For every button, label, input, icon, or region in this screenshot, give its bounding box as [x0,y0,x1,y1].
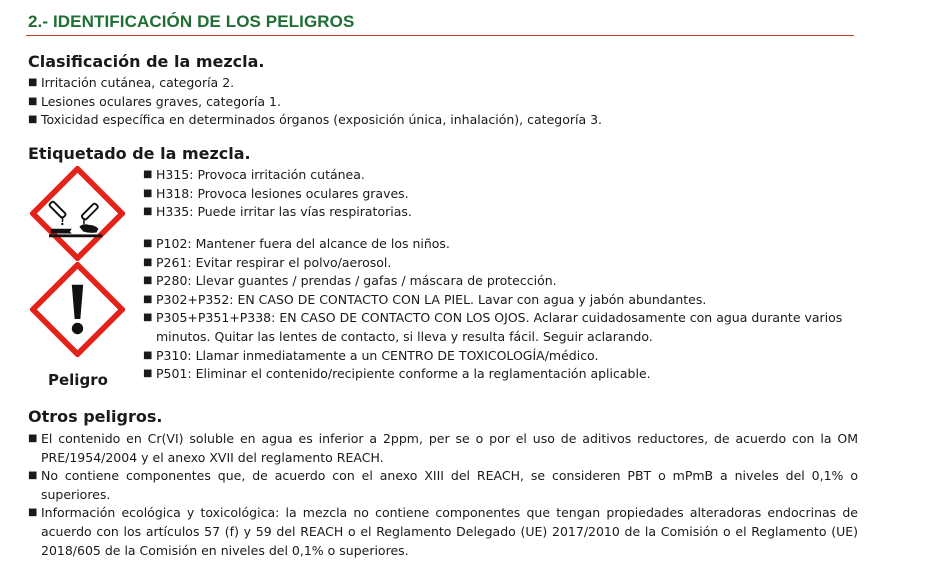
title-divider [26,35,854,36]
bullet-icon: ■ [143,275,153,287]
clasificacion-heading: Clasificación de la mezcla. [28,52,265,71]
list-item: ■ H335: Puede irritar las vías respiratorias. [143,203,412,222]
signal-word: Peligro [48,371,108,389]
exclamation-pictogram [30,262,125,357]
list-item: ■ P280: Llevar guantes / prendas / gafas / máscara de protección. [143,272,863,291]
bullet-icon: ■ [28,95,38,107]
etiquetado-heading: Etiquetado de la mezcla. [28,144,251,163]
precautionary-statements-list [143,235,863,384]
bullet-icon: ■ [28,507,38,519]
bullet-icon: ■ [143,312,153,324]
list-item: ■ Irritación cutánea, categoría 2. [28,74,602,93]
bullet-icon: ■ [143,238,153,249]
list-item: ■ H318: Provoca lesiones oculares graves. [143,185,412,204]
list-item: ■ P302+P352: EN CASO DE CONTACTO CON LA PIEL. Lavar con agua y jabón abundantes. [143,291,863,310]
list-item: ■ Lesiones oculares graves, categoría 1. [28,93,602,112]
bullet-icon: ■ [143,256,153,268]
hazard-statements-list [143,166,412,222]
bullet-icon: ■ [28,77,38,88]
list-item: ■ P501: Eliminar el contenido/recipiente conforme a la reglamentación aplicable. [143,365,863,384]
list-item: ■ Información ecológica y toxicológica: la mezcla no contiene componentes que tengan propiedades alteradoras endocrinas de acuerdo con los artículos 57 (f) y 59 del REACH o el Reglamento Delegado (UE) 2017/2010 de la Comisión o el Reglamento (UE) 2018/605 de la Comisión en niveles del 0,1% o superiores. [28,505,858,558]
list-item: ■ H315: Provoca irritación cutánea. [143,166,412,185]
bullet-icon: ■ [143,349,153,361]
corrosion-pictogram [30,166,125,261]
bullet-icon: ■ [143,206,153,218]
bullet-icon: ■ [28,433,38,444]
list-item: ■ P261: Evitar respirar el polvo/aerosol. [143,254,863,273]
list-item: ■ El contenido en Cr(VI) soluble en agua es inferior a 2ppm, per se o por el uso de aditivos reductores, de acuerdo con la OM PRE/1954/2004 y el anexo XVII del reglamento REACH. [28,431,858,465]
otros-heading: Otros peligros. [28,407,163,426]
section-title: 2.- IDENTIFICACIÓN DE LOS PELIGROS [28,12,355,31]
list-item: ■ No contiene componentes que, de acuerdo con el anexo XIII del REACH, se consideren PBT o mPmB a niveles del 0,1% o superiores. [28,468,858,502]
bullet-icon: ■ [143,187,153,199]
list-item: ■ Toxicidad específica en determinados órganos (exposición única, inhalación), categoría 3. [28,111,602,130]
bullet-icon: ■ [143,293,153,305]
otros-list [28,430,858,560]
bullet-icon: ■ [143,368,153,380]
list-item: ■ P102: Mantener fuera del alcance de los niños. [143,235,863,254]
bullet-icon: ■ [143,169,153,180]
list-item: ■ P310: Llamar inmediatamente a un CENTRO DE TOXICOLOGÍA/médico. [143,347,863,366]
bullet-icon: ■ [28,114,38,126]
clasificacion-list [28,74,602,130]
list-item: ■ P305+P351+P338: EN CASO DE CONTACTO CON LOS OJOS. Aclarar cuidadosamente con agua durante varios minutos. Quitar las lentes de contacto, si lleva y resulta fácil. Seguir aclarando. [143,310,843,344]
bullet-icon: ■ [28,470,38,482]
